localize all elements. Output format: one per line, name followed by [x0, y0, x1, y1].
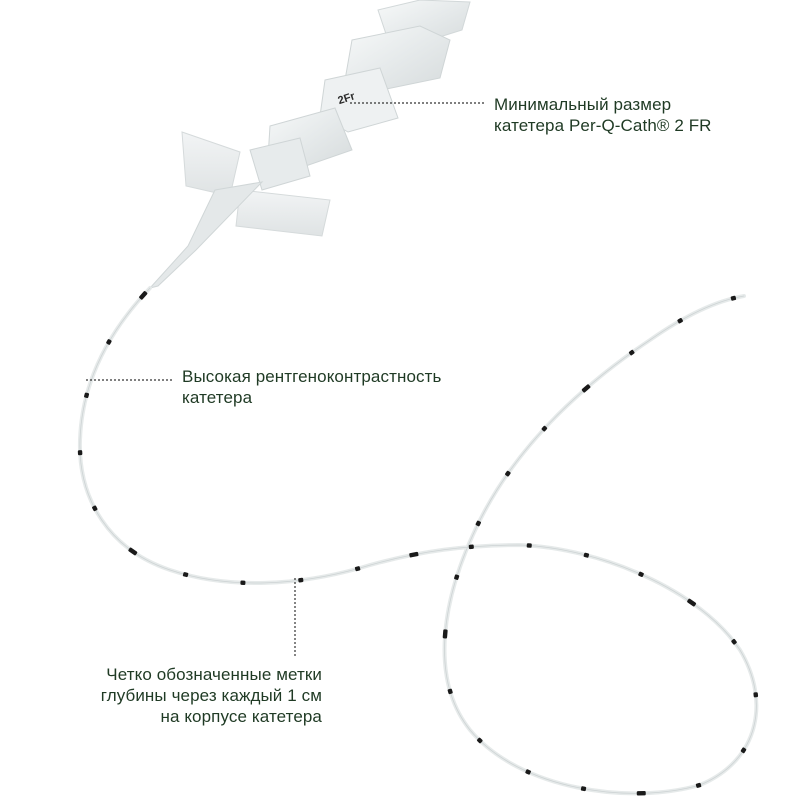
hub-size-label: 2Fr — [336, 90, 357, 108]
callout-depth-marks-line1: Четко обозначенные метки — [106, 665, 322, 684]
callout-depth-marks-line3: на корпусе катетера — [160, 707, 322, 726]
depth-mark — [443, 629, 448, 638]
callout-radiopacity — [182, 366, 441, 408]
catheter-hub — [150, 0, 470, 288]
callout-min-size-line1: Минимальный размер — [494, 95, 672, 114]
callout-min-size-line2: катетера Per-Q-Cath® 2 FR — [494, 116, 712, 135]
callout-radiopacity-line2: катетера — [182, 388, 253, 407]
callout-radiopacity-line1: Высокая рентгеноконтрастность — [182, 367, 442, 386]
callout-depth-marks-line2: глубины через каждый 1 см — [100, 686, 322, 705]
depth-mark — [409, 552, 419, 558]
callout-min-size — [494, 94, 712, 136]
depth-mark — [469, 544, 474, 549]
callout-depth-marks — [60, 664, 322, 727]
depth-mark — [581, 786, 587, 791]
depth-mark — [240, 580, 245, 585]
depth-mark — [78, 450, 83, 455]
depth-mark — [637, 791, 646, 796]
depth-mark — [527, 543, 532, 548]
depth-mark — [753, 692, 758, 697]
depth-mark — [298, 578, 304, 583]
